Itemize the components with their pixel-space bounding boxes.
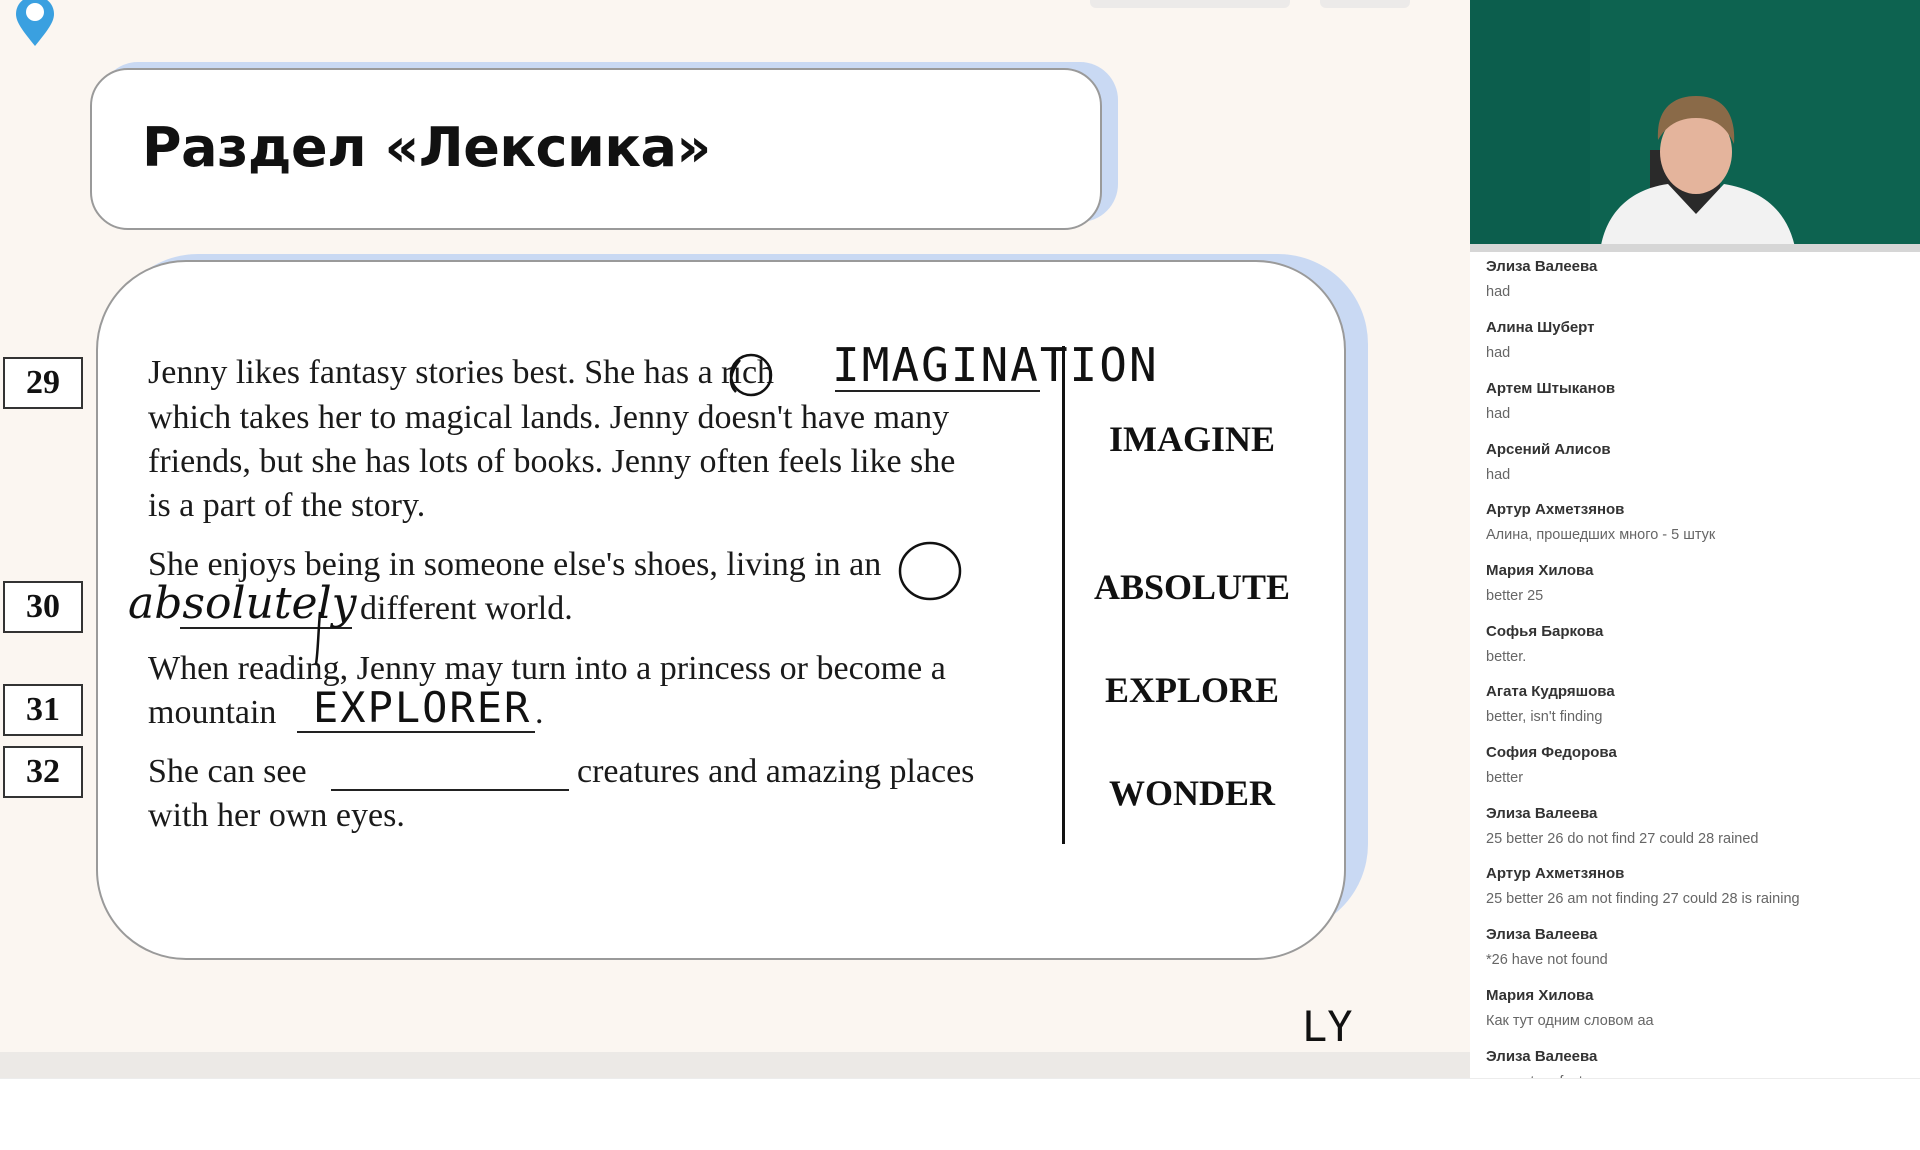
chat-text: Как тут одним словом аа: [1486, 1013, 1654, 1029]
chat-author: Элиза Валеева: [1486, 258, 1598, 275]
keyword-30: ABSOLUTE: [1093, 567, 1291, 607]
chat-message: [1486, 380, 1906, 422]
chat-author: София Федорова: [1486, 744, 1617, 761]
chat-message: [1486, 258, 1906, 300]
chat-text: better: [1486, 770, 1524, 786]
text-line: with her own eyes.: [148, 797, 405, 834]
chat-text: had: [1486, 467, 1511, 483]
chat-text: had: [1486, 345, 1511, 361]
slide-bottom-strip: [0, 1052, 1470, 1078]
text-line: friends, but she has lots of books. Jenny often feels like she: [148, 443, 956, 480]
chat-text: had: [1486, 406, 1511, 422]
chat-author: Элиза Валеева: [1486, 805, 1598, 822]
question-number-31: 31: [3, 684, 83, 736]
chat-author: Агата Кудряшова: [1486, 683, 1615, 700]
keyword-32: WONDER: [1108, 773, 1275, 813]
question-number-29: 29: [3, 357, 83, 409]
text-line: Jenny likes fantasy stories best. She has a rich: [148, 354, 775, 391]
chat-author: Элиза Валеева: [1486, 926, 1598, 943]
chat-author: Арсений Алисов: [1486, 441, 1611, 458]
handwritten-answer-31: EXPLORER: [313, 683, 532, 732]
handwritten-margin-note: LY: [1302, 1002, 1353, 1051]
text-line: She can see: [148, 753, 307, 790]
bottom-blank-area: [0, 1078, 1920, 1150]
chat-author: Артур Ахметзянов: [1486, 501, 1625, 518]
chat-author: Артем Штыканов: [1486, 380, 1616, 397]
keyword-29: IMAGINE: [1108, 419, 1275, 459]
slide-title: Раздел «Лексика»: [142, 116, 711, 179]
question-number-30: 30: [3, 581, 83, 633]
chat-author: Элиза Валеева: [1486, 1048, 1598, 1065]
chat-author: Артур Ахметзянов: [1486, 865, 1625, 882]
webcam-video[interactable]: [1470, 0, 1920, 252]
chat-message: [1486, 623, 1906, 665]
chat-message: [1486, 805, 1906, 847]
text-line: different world.: [360, 590, 573, 627]
text-line: When reading, Jenny may turn into a princess or become a: [148, 650, 946, 687]
chat-author: Софья Баркова: [1486, 623, 1604, 640]
chat-text: *26 have not found: [1486, 952, 1608, 968]
chat-author: Алина Шуберт: [1486, 319, 1595, 336]
chat-text: better, isn't finding: [1486, 709, 1603, 725]
chat-text: better.: [1486, 649, 1527, 665]
chat-message: [1486, 319, 1906, 361]
chat-message: [1486, 441, 1906, 483]
chat-panel[interactable]: [1470, 252, 1920, 1078]
question-number-32: 32: [3, 746, 83, 798]
text-line: which takes her to magical lands. Jenny doesn't have many: [148, 399, 950, 436]
chat-message: [1486, 501, 1906, 543]
chat-author: Мария Хилова: [1486, 562, 1594, 579]
chat-text: Алина, прошедших много - 5 штук: [1486, 527, 1716, 543]
presenter-video-frame: [1470, 0, 1920, 252]
text-line: mountain: [148, 694, 277, 731]
handwritten-answer-30: absolutely: [128, 578, 357, 629]
chat-message: [1486, 562, 1906, 604]
text-line: She enjoys being in someone else's shoes, living in an: [148, 546, 882, 583]
chat-message: [1486, 926, 1906, 968]
keyword-31: EXPLORE: [1104, 670, 1280, 710]
text-line: creatures and amazing places: [577, 753, 975, 790]
text-line: is a part of the story.: [148, 487, 426, 524]
chat-message: [1486, 865, 1906, 907]
handwritten-answer-29: IMAGINATION: [832, 338, 1159, 392]
chat-text: 25 better 26 do not find 27 could 28 rained: [1486, 831, 1759, 847]
chat-message: [1486, 683, 1906, 725]
text-line: .: [535, 694, 544, 731]
chat-text: better 25: [1486, 588, 1544, 604]
chat-message: [1486, 987, 1906, 1029]
chat-author: Мария Хилова: [1486, 987, 1594, 1004]
chat-text: 25 better 26 am not finding 27 could 28 is raining: [1486, 891, 1800, 907]
chat-text: had: [1486, 284, 1511, 300]
chat-message: [1486, 744, 1906, 786]
